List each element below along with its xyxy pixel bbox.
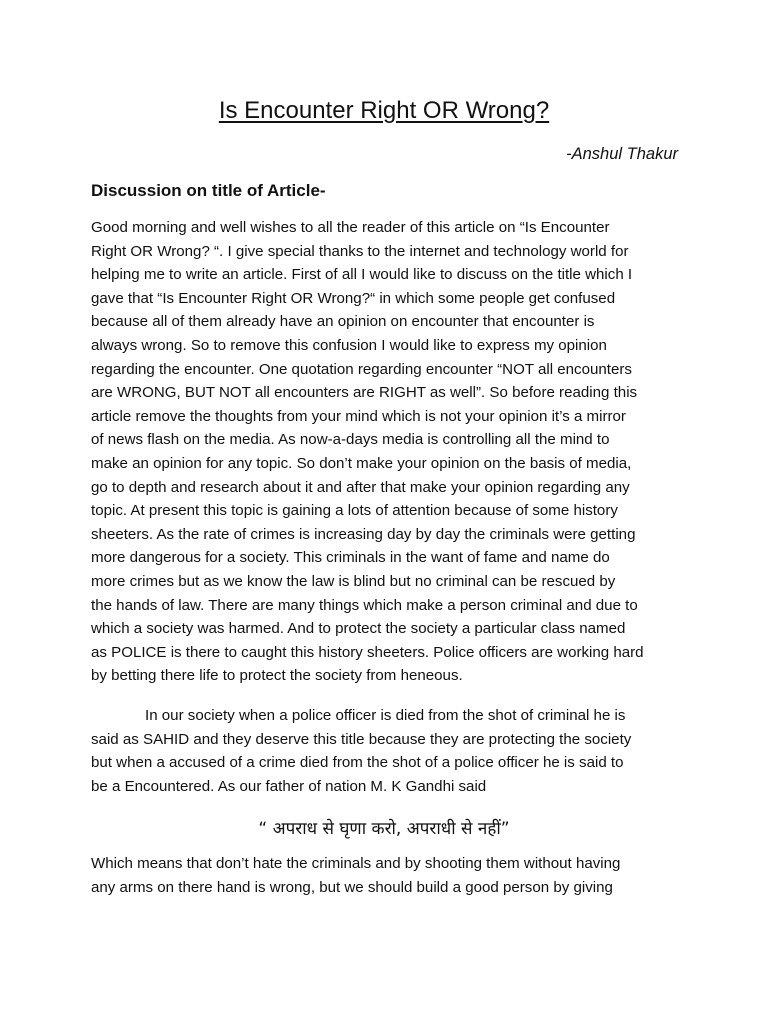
text-line: Right OR Wrong? “. I give special thanks to the internet and technology world for [91,242,629,260]
text-line: gave that “Is Encounter Right OR Wrong?“ in which some people get confused [91,289,616,307]
text-line: regarding the encounter. One quotation regarding encounter “NOT all encounters [91,360,632,378]
text-line: helping me to write an article. First of all I would like to discuss on the title which I [91,266,633,284]
author-name: -Anshul Thakur [566,145,678,163]
text-line: In our society when a police officer is died from the shot of criminal he is [145,707,626,724]
paragraph-2 [91,704,681,798]
text-line: Which means that don’t hate the criminals and by shooting them without having [91,855,621,872]
paragraph-1 [91,216,681,688]
text-line: Good morning and well wishes to all the reader of this article on “Is Encounter [91,219,610,236]
paragraph-3 [91,852,681,899]
text-line: the hands of law. There are many things which make a person criminal and due to [91,596,638,614]
text-line: of news flash on the media. As now-a-days media is controlling all the mind to [91,431,610,449]
text-line: make an opinion for any topic. So don’t make your opinion on the basis of media, [91,454,632,472]
text-line: sheeters. As the rate of crimes is increasing day by day the criminals were getting [91,525,636,543]
text-line: which a society was harmed. And to protect the society a particular class named [91,620,626,638]
text-line: but when a accused of a crime died from the shot of a police officer he is said to [91,754,624,772]
text-line: always wrong. So to remove this confusion I would like to express my opinion [91,336,607,354]
text-line: topic. At present this topic is gaining a lots of attention because of some history [91,502,618,520]
text-line: as POLICE is there to caught this history sheeters. Police officers are working hard [91,643,644,661]
text-line: more crimes but as we know the law is blind but no criminal can be rescued by [91,572,616,590]
text-line: go to depth and research about it and after that make your opinion regarding any [91,478,630,496]
hindi-quote: “ अपराध से घृणा करो, अपराधी से नहीं” [258,819,510,839]
document-title: Is Encounter Right OR Wrong? [218,97,550,124]
text-line: article remove the thoughts from your mind which is not your opinion it’s a mirror [91,407,626,425]
text-line: because all of them already have an opinion on encounter that encounter is [91,313,595,331]
text-line: by betting there life to protect the society from heneous. [91,667,463,685]
text-line: more dangerous for a society. This criminals in the want of fame and name do [91,549,610,567]
text-line: said as SAHID and they deserve this title because they are protecting the society [91,730,632,748]
text-line: any arms on there hand is wrong, but we should build a good person by giving [91,878,613,896]
text-line: be a Encountered. As our father of nation M. K Gandhi said [91,777,487,795]
text-line: are WRONG, BUT NOT all encounters are RIGHT as well”. So before reading this [91,384,638,402]
section-heading: Discussion on title of Article- [91,181,326,200]
